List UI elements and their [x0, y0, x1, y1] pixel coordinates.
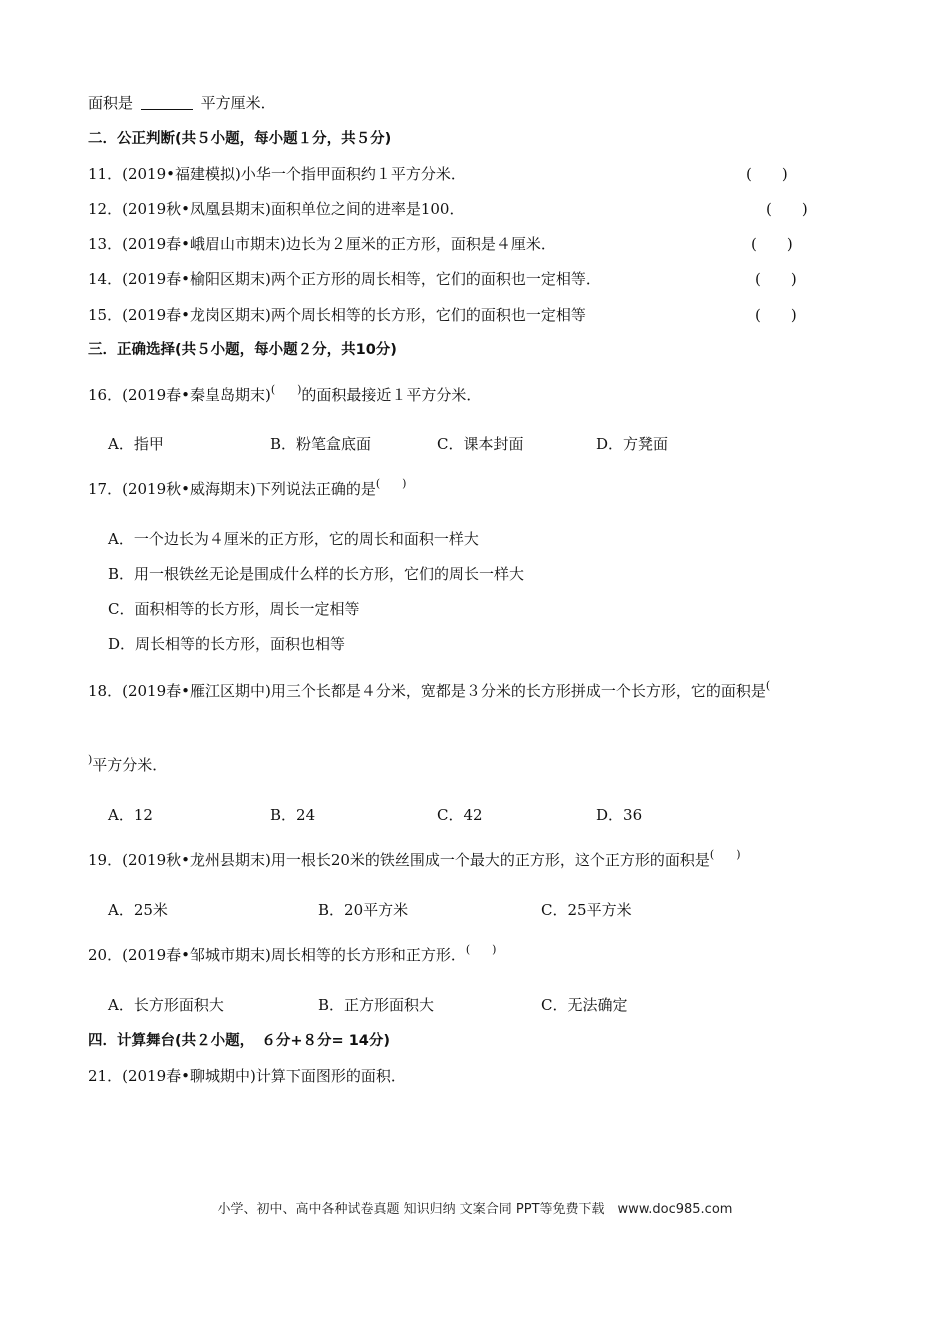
judge-question-15: 15．(2019春•龙岗区期末)两个周长相等的长方形，它们的面积也一定相等 — [88, 306, 586, 324]
q10-pre: 面积是 — [88, 94, 134, 112]
answer-blank[interactable] — [141, 95, 193, 110]
question-18-paren-close: ) — [88, 753, 93, 766]
q19-option-c[interactable]: C．25平方米 — [541, 901, 632, 919]
question-17-answer-paren[interactable]: ( ) — [375, 477, 407, 490]
q19-option-b[interactable]: B．20平方米 — [318, 901, 409, 919]
judge-answer-11[interactable]: ( ) — [746, 165, 788, 183]
judge-answer-13[interactable]: ( ) — [751, 235, 793, 253]
section-title-judge: 二．公正判断(共５小题，每小题１分，共５分) — [88, 131, 392, 147]
q18-option-d[interactable]: D．36 — [596, 806, 643, 824]
q20-option-b[interactable]: B．正方形面积大 — [318, 996, 435, 1014]
page-footer: 小学、初中、高中各种试卷真题 知识归纳 文案合同 PPT等免费下载 www.doc985.com — [217, 1202, 733, 1217]
section-title-choice: 三．正确选择(共５小题，每小题２分，共10分) — [88, 342, 397, 358]
q10-post: 平方厘米． — [200, 94, 276, 112]
question-18-text: 18．(2019春•雁江区期中)用三个长都是４分米，宽都是３分米的长方形拼成一个长方形，它的面积是 — [88, 682, 766, 700]
question-16 — [88, 380, 481, 405]
q17-option-c[interactable]: C．面积相等的长方形，周长一定相等 — [108, 600, 360, 618]
q20-option-c[interactable]: C．无法确定 — [541, 996, 628, 1014]
question-20-text: 20．(2019春•邹城市期末)周长相等的长方形和正方形． — [88, 946, 466, 964]
q16-option-a[interactable]: A．指甲 — [108, 435, 164, 453]
q16-option-b[interactable]: B．粉笔盒底面 — [270, 435, 372, 453]
judge-question-11: 11．(2019•福建模拟)小华一个指甲面积约１平方分米． — [88, 165, 466, 183]
question-18-unit: 平方分米． — [92, 756, 168, 774]
q18-option-b[interactable]: B．24 — [270, 806, 316, 824]
question-18-paren-open[interactable]: ( — [765, 679, 771, 692]
judge-question-12: 12．(2019秋•凤凰县期末)面积单位之间的进率是100． — [88, 200, 465, 218]
question-17 — [88, 474, 406, 499]
q17-option-b[interactable]: B．用一根铁丝无论是围成什么样的长方形，它们的周长一样大 — [108, 565, 525, 583]
question-21: 21．(2019春•聊城期中)计算下面图形的面积． — [88, 1067, 406, 1085]
question-20-answer-paren[interactable]: ( ) — [465, 943, 497, 956]
q18-option-c[interactable]: C．42 — [437, 806, 483, 824]
judge-answer-15[interactable]: ( ) — [755, 306, 797, 324]
question-20 — [88, 940, 496, 965]
q17-option-a[interactable]: A．一个边长为４厘米的正方形，它的周长和面积一样大 — [108, 530, 479, 548]
q17-option-d[interactable]: D．周长相等的长方形，面积也相等 — [108, 635, 346, 653]
question-16-answer-paren[interactable]: ( ) — [270, 383, 302, 396]
q20-option-a[interactable]: A．长方形面积大 — [108, 996, 224, 1014]
q16-option-c[interactable]: C．课本封面 — [437, 435, 524, 453]
section-title-calc: 四．计算舞台(共２小题， ６分+８分= 14分) — [88, 1033, 391, 1049]
question-19-answer-paren[interactable]: ( ) — [709, 848, 741, 861]
question-18-continued — [88, 750, 167, 775]
judge-question-13: 13．(2019春•峨眉山市期末)边长为２厘米的正方形，面积是４厘米． — [88, 235, 556, 253]
q10-tail — [88, 93, 276, 113]
question-19-text: 19．(2019秋•龙州县期末)用一根长20米的铁丝围成一个最大的正方形，这个正方形的面积是 — [88, 851, 710, 869]
question-16-source: 16．(2019春•秦皇岛期末) — [88, 386, 271, 404]
question-19 — [88, 845, 741, 870]
question-16-text: 的面积最接近１平方分米． — [301, 386, 482, 404]
question-17-text: 17．(2019秋•威海期末)下列说法正确的是 — [88, 480, 376, 498]
q19-option-a[interactable]: A．25米 — [108, 901, 168, 919]
q16-option-d[interactable]: D．方凳面 — [596, 435, 669, 453]
question-18 — [88, 676, 770, 701]
judge-question-14: 14．(2019春•榆阳区期末)两个正方形的周长相等，它们的面积也一定相等． — [88, 270, 601, 288]
q18-option-a[interactable]: A．12 — [108, 806, 153, 824]
judge-answer-12[interactable]: ( ) — [766, 200, 808, 218]
judge-answer-14[interactable]: ( ) — [755, 270, 797, 288]
